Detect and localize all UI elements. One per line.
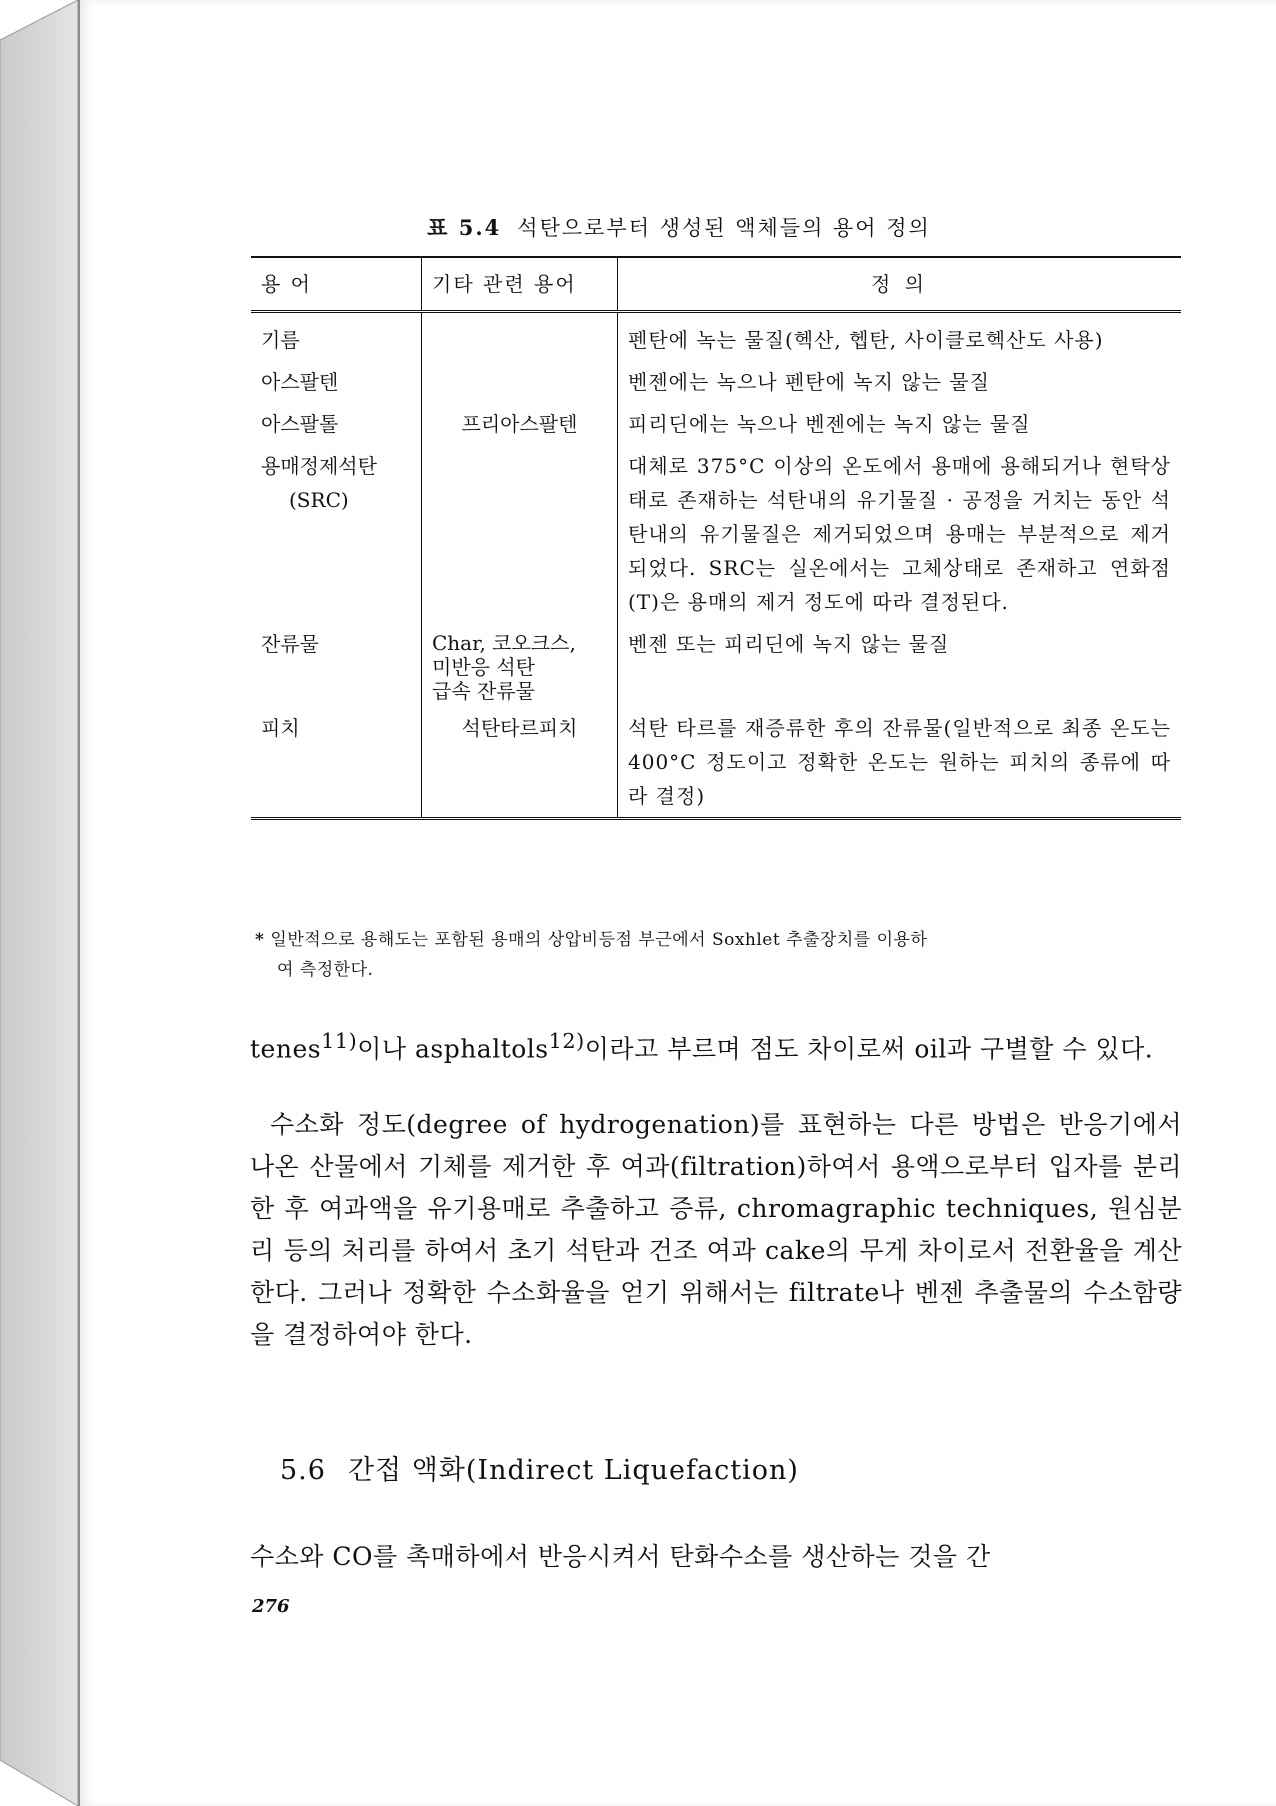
definition-cell: 석탄 타르를 재증류한 후의 잔류물(일반적으로 최종 온도는 400°C 정도이고 정확한 온도는 원하는 피치의 종류에 따라 결정) (628, 716, 1171, 808)
table-row (251, 707, 1181, 819)
table-footnote (255, 925, 1180, 985)
definition-cell: 벤젠 또는 피리딘에 녹지 않는 물질 (628, 632, 950, 656)
page-number: 276 (252, 1596, 290, 1617)
paragraph-text: tenes (250, 1034, 322, 1064)
term-cell: 피치 (261, 716, 300, 740)
header-definition: 정 의 (871, 272, 928, 296)
related-cell: 프리아스팔텐 (422, 403, 618, 445)
related-cell (422, 445, 618, 623)
table-row (251, 623, 1181, 707)
term-subtext: (SRC) (289, 488, 349, 512)
term-cell: 잔류물 (261, 632, 319, 656)
citation-11: 11) (321, 1029, 358, 1053)
footnote-continuation: 여 측정한다. (277, 960, 374, 980)
related-line: Char, 코오크스, (432, 631, 576, 655)
citation-12: 12) (548, 1029, 585, 1053)
related-cell: 석탄타르피치 (422, 707, 618, 819)
footnote-text: 일반적으로 용해도는 포함된 용매의 상압비등점 부근에서 Soxhlet 추출장치를 이용하 (270, 930, 928, 950)
section-heading (280, 1448, 799, 1487)
definition-cell: 피리딘에는 녹으나 벤젠에는 녹지 않는 물질 (628, 412, 1031, 436)
header-related-terms: 기타 관련 용어 (422, 257, 618, 312)
footnote-mark: * (255, 930, 265, 950)
table-caption-title: 석탄으로부터 생성된 액체들의 용어 정의 (517, 216, 931, 240)
table-header-row (251, 257, 1181, 312)
header-term: 용 어 (261, 272, 312, 296)
table-row (251, 445, 1181, 623)
table-row (251, 403, 1181, 445)
table-caption (80, 212, 1276, 242)
section-title: 간접 액화(Indirect Liquefaction) (347, 1455, 799, 1486)
term-text: 용매정제석탄 (261, 454, 377, 478)
term-cell (251, 445, 422, 623)
related-cell (422, 361, 618, 403)
term-cell: 기름 (261, 328, 300, 352)
term-cell: 아스팔톨 (261, 412, 339, 436)
paragraph-hydrogenation: 수소화 정도(degree of hydrogenation)를 표현하는 다른 방법은 반응기에서 나온 산물에서 기체를 제거한 후 여과(filtration)하여서 용액으로부터 입자를 분리한 후 여과액을 유기용매로 추출하고 증류, chromagraphic techniques, 원심분리 등의 처리를 하여서 초기 석탄과 건조 여과 cake의 무게 차이로서 전환율을 계산한다. 그러나 정확한 수소화율을 얻기 위해서는 filtrate나 벤젠 추출물의 수소함량을 결정하여야 한다. (250, 1110, 1182, 1349)
paragraph-indirect: 수소와 CO를 촉매하에서 반응시켜서 탄화수소를 생산하는 것을 간 (250, 1542, 991, 1571)
definition-cell: 벤젠에는 녹으나 펜탄에 녹지 않는 물질 (628, 370, 990, 394)
paragraph-text: 이나 asphaltols (357, 1034, 549, 1064)
book-page (78, 0, 1276, 1806)
related-line: 급속 잔류물 (432, 679, 535, 703)
book-spine-edge (0, 0, 80, 1806)
term-cell: 아스팔텐 (261, 370, 339, 394)
table-row (251, 312, 1181, 362)
table-caption-number: 표 5.4 (427, 215, 502, 240)
paragraph-asphaltenes (250, 1020, 1182, 1070)
definition-cell: 펜탄에 녹는 물질(헥산, 헵탄, 사이클로헥산도 사용) (628, 328, 1104, 352)
definition-cell: 대체로 375°C 이상의 온도에서 용매에 용해되거나 현탁상태로 존재하는 석탄내의 유기물질 · 공정을 거치는 동안 석탄내의 유기물질은 제거되었으며 용매는 부분적으로 제거되었다. SRC는 실온에서는 고체상태로 존재하고 연화점(T)은 용매의 제거 정도에 따라 결정된다. (628, 454, 1171, 614)
table-row (251, 361, 1181, 403)
definitions-table (251, 256, 1181, 820)
related-cell (422, 623, 618, 707)
related-line: 미반응 석탄 (432, 655, 535, 679)
related-cell (422, 312, 618, 362)
paragraph-text: 이라고 부르며 점도 차이로써 oil과 구별할 수 있다. (584, 1034, 1154, 1064)
section-number: 5.6 (280, 1455, 326, 1486)
